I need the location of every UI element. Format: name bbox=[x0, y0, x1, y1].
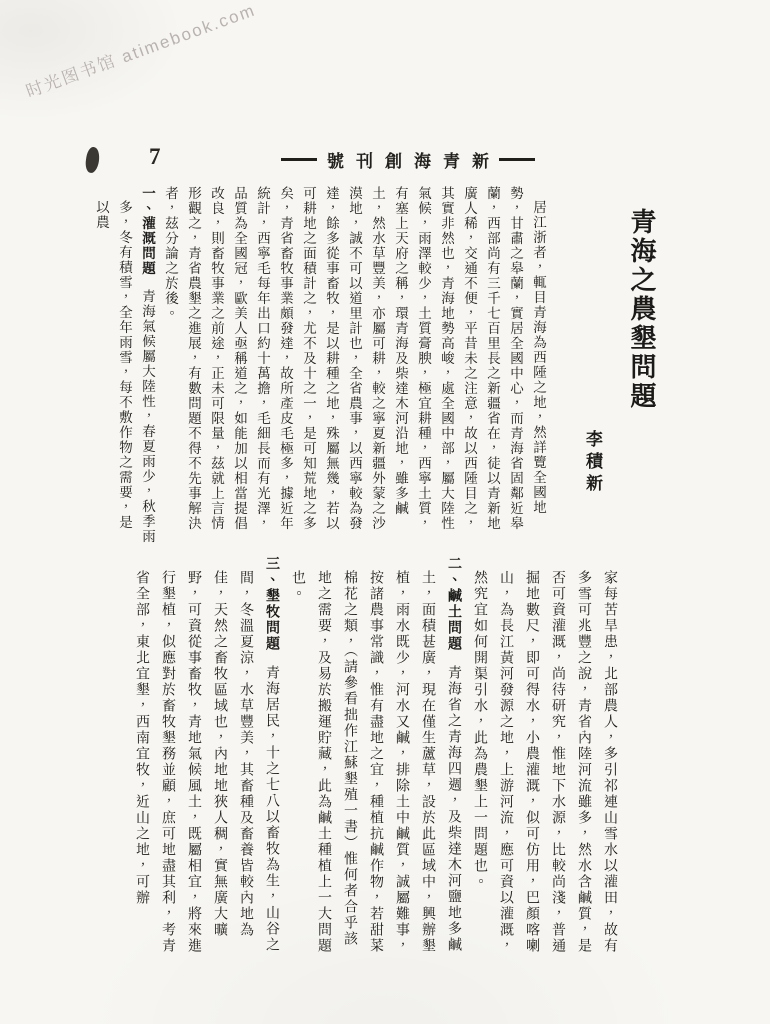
masthead-char: 創 bbox=[385, 152, 402, 171]
section1-heading: 一、灌溉問題 bbox=[140, 186, 155, 276]
section2-body: 青海省之青海四週，及柴達木河鹽地多鹹土，面積甚廣，現在僅生蘆草，設於此區域中，興辦墾植，雨水既少，河水又鹹，排除土中鹹質，誠屬難事，按諸農事常識，惟有盡地之宜，種植抗鹹作物，若甜菜棉花之類，（請參看拙作江蘇墾殖一書）惟何者合乎該地之需要，及易於搬運貯藏，此為鹹土種植上一大問題也。 bbox=[290, 570, 461, 954]
article-title: 青海之農墾問題 bbox=[627, 208, 656, 411]
masthead-char: 海 bbox=[414, 152, 431, 171]
section3-heading: 三、墾牧問題 bbox=[264, 556, 279, 652]
intro-paragraph: 居江浙者，輒目青海為西陲之地，然詳覽全國地勢，甘肅之皋蘭，實居全國中心，而青海省固鄰近皋蘭，西部尚有三千七百里長之新疆省在，徒以青新地廣人稀，交通不便，平昔未之注意，故以西陲目之，其實非然也，青海地勢高峻，處全國中部，屬大陸性氣候，雨澤較少，土質膏腴，極宜耕種，西寧土質，有塞上天府之稱，環青海及柴達木河沿地，雖多鹹土，然水草豐美，亦屬可耕，較之寧夏新疆外蒙之沙漠地，誠不可以道里計也，全省農事，以西寧較為發達，餘多從事畜牧，是以耕種之地，殊屬無幾，若以可耕地之面積計之，尤不及十之一，是可知荒地之多矣，青省畜牧事業頗發達，故所產皮毛極多，據近年統計，西寧毛每年出口約十萬擔，毛細長而有光澤，品質為全國冠，歐美人亟稱道之，如能加以相當提倡改良，則畜牧事業之前途，正未可限量，茲就上言情形觀之，青省農墾之進展，有數問題不得不先事解決者，茲分論之於後。 bbox=[163, 186, 546, 531]
article-author: 李積新 bbox=[583, 430, 602, 496]
masthead-title-issue bbox=[327, 147, 489, 172]
section1-paragraph bbox=[90, 186, 159, 544]
article-lower-block bbox=[128, 556, 622, 960]
section3-paragraph bbox=[128, 556, 284, 960]
section1-body-upper: 青海氣候屬大陸性，春夏雨少，秋季雨多，冬有積雪，全年雨雪，每不敷作物之需要，是以農 bbox=[94, 199, 155, 544]
masthead-char: 號 bbox=[327, 152, 344, 171]
section2-heading: 二、鹹土問題 bbox=[446, 556, 461, 652]
section3-body: 青海居民，十之七八以畜牧為生，山谷之間，冬溫夏涼，水草豐美，其畜種及畜養皆較內地為佳，天然之畜牧區域也，內地地狹人稠，實無廣大曠野，可資從事畜牧，青地氣候風土，既屬相宜，將來進行墾植，似應對於畜牧墾務並顧，庶可地盡其利，考青省全部，東北宜墾，西南宜牧，近山之地，可辦 bbox=[134, 570, 279, 954]
masthead-char: 青 bbox=[443, 152, 460, 171]
masthead-char: 刊 bbox=[356, 152, 373, 171]
section2-paragraph bbox=[284, 556, 466, 960]
masthead-dash-left bbox=[281, 158, 317, 161]
masthead-dash-right bbox=[499, 158, 535, 161]
section1-continuation: 家每苦旱患，北部農人，多引祁連山雪水以灌田，故有多雪可兆豐之說，青省內陸河流雖多，然水含鹹質，是否可資灌溉，尚待研究，惟地下水源，比較尚淺，普通掘地數尺，即可得水，小農灌溉，似可仿用，巴顏喀喇山，為長江黃河發源之地，上游河流，應可資以灌溉，然究宜如何開渠引水，此為農墾上一問題也。 bbox=[472, 570, 617, 954]
article-upper-block bbox=[90, 186, 660, 544]
library-watermark: 时光图书馆 atimebook.com bbox=[23, 0, 259, 102]
masthead-char: 新 bbox=[472, 152, 489, 171]
page-number: 7 bbox=[149, 144, 161, 169]
scan-ink-blob bbox=[84, 146, 101, 174]
masthead bbox=[258, 147, 558, 172]
